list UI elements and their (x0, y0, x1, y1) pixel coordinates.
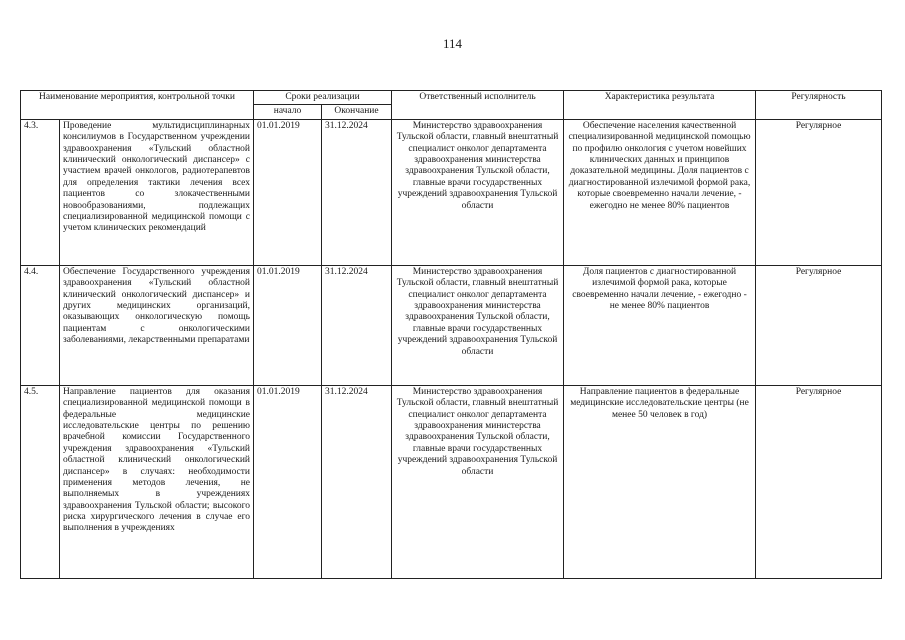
row-regularity: Регулярное (756, 265, 882, 385)
row-result: Обеспечение населения качественной специализированной медицинской помощью по профилю онкология с учетом новейших клинических данных и принципов доказательной медицины. Доля пациентов с диагностированной излечимой формой рака, которые своевременно начали лечение, - ежегодно не менее 80% пациентов (564, 119, 756, 265)
row-regularity: Регулярное (756, 385, 882, 578)
row-regularity: Регулярное (756, 119, 882, 265)
header-name: Наименование мероприятия, контрольной точки (21, 91, 254, 120)
table-row (21, 385, 882, 578)
row-number: 4.3. (21, 119, 60, 265)
header-deadlines: Сроки реализации (254, 91, 392, 105)
row-name: Направление пациентов для оказания специализированной медицинской помощи в федеральные медицинские исследовательские центры по решению врачебной комиссии Государственного учреждения здравоохранения «Тульский областной клинический онкологический диспансер» в случаях: необходимости применения методов лечения, не выполняемых в учреждениях здравоохранения Тульской области; высокого риска хирургического лечения в случае его выполнения в учреждениях (60, 385, 254, 578)
table-row (21, 265, 882, 385)
row-executor: Министерство здравоохранения Тульской области, главный внештатный специалист онколог департамента здравоохранения министерства здравоохранения Тульской области, главные врачи государственных учреждений здравоохранения Тульской области (392, 265, 564, 385)
row-start: 01.01.2019 (254, 119, 322, 265)
row-result: Направление пациентов в федеральные медицинские исследовательские центры (не менее 50 человек в год) (564, 385, 756, 578)
row-start: 01.01.2019 (254, 385, 322, 578)
row-number: 4.5. (21, 385, 60, 578)
header-result: Характеристика результата (564, 91, 756, 120)
row-name: Проведение мультидисциплинарных консилиумов в Государственном учреждении здравоохранения «Тульский областной клинический онкологический диспансер» с участием врачей онкологов, радиотерапевтов для определения тактики лечения всех пациентов со злокачественными новообразованиями, подлежащих специализированной медицинской помощи с учетом клинических рекомендаций (60, 119, 254, 265)
row-end: 31.12.2024 (322, 119, 392, 265)
table-header-row (21, 91, 882, 105)
header-start: начало (254, 105, 322, 119)
row-executor: Министерство здравоохранения Тульской области, главный внештатный специалист онколог департамента здравоохранения министерства здравоохранения Тульской области, главные врачи государственных учреждений здравоохранения Тульской области (392, 385, 564, 578)
header-executor: Ответственный исполнитель (392, 91, 564, 120)
action-plan-table (20, 90, 882, 579)
table-row (21, 119, 882, 265)
page-number: 114 (442, 36, 463, 51)
row-number: 4.4. (21, 265, 60, 385)
header-end: Окончание (322, 105, 392, 119)
row-name: Обеспечение Государственного учреждения здравоохранения «Тульский областной клинический онкологический диспансер» и других медицинских организаций, оказывающих онкологическую помощь пациентам с онкологическими заболеваниями, лекарственными препаратами (60, 265, 254, 385)
row-start: 01.01.2019 (254, 265, 322, 385)
row-result: Доля пациентов с диагностированной излечимой формой рака, которые своевременно начали лечение, - ежегодно - не менее 80% пациентов (564, 265, 756, 385)
header-regularity: Регулярность (756, 91, 882, 120)
row-end: 31.12.2024 (322, 265, 392, 385)
row-executor: Министерство здравоохранения Тульской области, главный внештатный специалист онколог департамента здравоохранения министерства здравоохранения Тульской области, главные врачи государственных учреждений здравоохранения Тульской области (392, 119, 564, 265)
row-end: 31.12.2024 (322, 385, 392, 578)
